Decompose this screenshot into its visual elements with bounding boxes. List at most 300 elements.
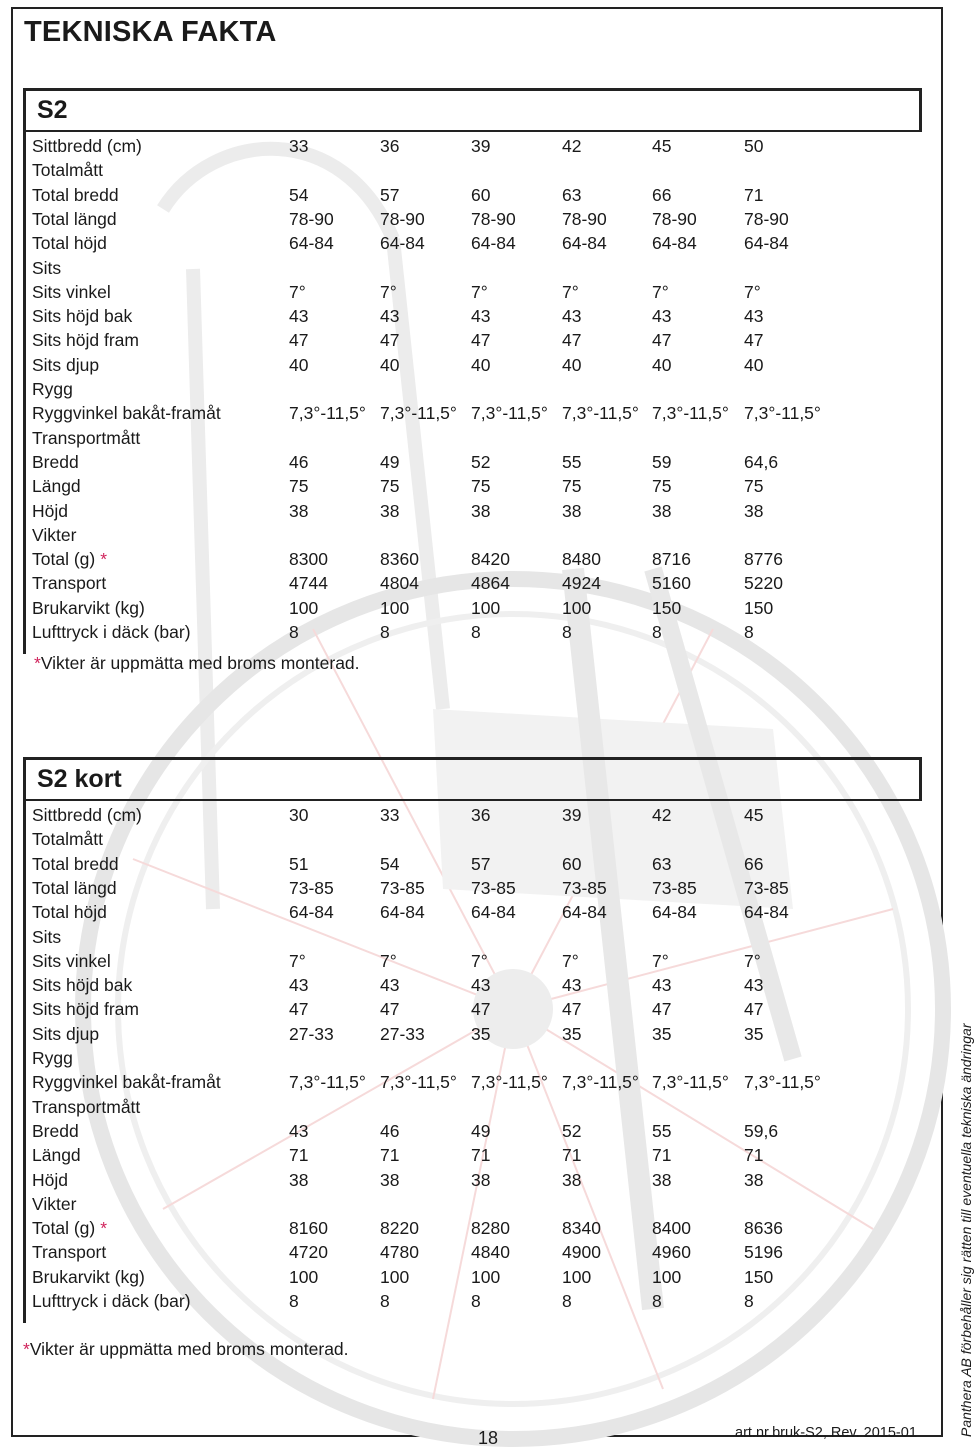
cell-value: 33: [380, 805, 400, 825]
cell-value: 75: [652, 476, 672, 497]
cell-value: 47: [652, 330, 672, 351]
cell-value: 7,3°-11,5°: [380, 403, 457, 424]
cell-value: 64-84: [562, 902, 607, 923]
cell-value: 75: [289, 476, 309, 497]
cell-value: 43: [744, 975, 764, 996]
row-label-text: Sittbredd (cm): [32, 805, 142, 825]
cell-value: 33: [289, 136, 309, 156]
cell-value: 43: [562, 306, 582, 327]
cell-value: 100: [380, 1266, 410, 1287]
cell-value: 47: [380, 330, 400, 351]
cell-value: 71: [380, 1145, 400, 1166]
cell-value: 43: [471, 975, 491, 996]
cell-value: 8: [744, 622, 754, 642]
row-label-text: Transport: [32, 1242, 107, 1263]
cell-value: 47: [652, 999, 672, 1020]
row-label: [32, 134, 142, 158]
cell-value: 7°: [652, 950, 669, 971]
cell-value: 38: [471, 500, 491, 521]
cell-value: 60: [471, 184, 491, 205]
cell-value: 100: [471, 1266, 501, 1287]
cell-value: 7,3°-11,5°: [562, 1072, 639, 1093]
cell-value: 8: [380, 622, 390, 642]
row-label-text: Rygg: [32, 1048, 73, 1068]
cell-value: 45: [652, 136, 672, 156]
cell-value: 63: [562, 184, 582, 205]
cell-value: 71: [744, 1145, 764, 1166]
row-label: [32, 377, 73, 401]
cell-value: 4744: [289, 573, 328, 594]
row-label-text: Transportmått: [32, 1096, 141, 1117]
table-row: [23, 1143, 913, 1167]
table-row: [23, 1046, 913, 1070]
cell-value: 66: [744, 853, 764, 874]
row-label: [32, 304, 132, 328]
row-label-text: Höjd: [32, 500, 68, 521]
cell-value: 7,3°-11,5°: [562, 403, 639, 424]
cell-value: 40: [289, 354, 309, 375]
row-label: [32, 571, 106, 595]
cell-value: 73-85: [744, 877, 789, 898]
cell-value: 8: [471, 1291, 481, 1311]
row-label: [32, 256, 61, 280]
table-row: [23, 1168, 913, 1192]
cell-value: 47: [471, 330, 491, 351]
cell-value: 57: [471, 853, 491, 874]
cell-value: 47: [744, 330, 764, 351]
cell-value: 7°: [380, 281, 397, 302]
cell-value: 52: [471, 451, 491, 472]
row-label: [32, 401, 221, 425]
row-label: [32, 973, 132, 997]
section-header: [23, 88, 922, 130]
cell-value: 36: [471, 805, 491, 825]
cell-value: 8280: [471, 1218, 510, 1239]
cell-value: 8: [289, 1291, 299, 1311]
row-label-text: Brukarvikt (kg): [32, 1266, 145, 1287]
cell-value: 75: [744, 476, 764, 497]
cell-value: 4924: [562, 573, 601, 594]
footnote-star: *: [23, 1339, 30, 1359]
row-label: [32, 547, 107, 571]
cell-value: 38: [562, 500, 582, 521]
row-label-text: Total längd: [32, 877, 117, 898]
row-label-text: Brukarvikt (kg): [32, 597, 145, 618]
cell-value: 4864: [471, 573, 510, 594]
cell-value: 73-85: [652, 877, 697, 898]
cell-value: 43: [289, 306, 309, 327]
row-label-text: Vikter: [32, 1193, 77, 1214]
row-label-text: Total (g): [32, 1218, 96, 1239]
cell-value: 43: [744, 306, 764, 327]
cell-value: 8220: [380, 1218, 419, 1239]
row-label: [32, 450, 79, 474]
cell-value: 43: [652, 306, 672, 327]
row-label: [32, 499, 68, 523]
row-label-text: Total bredd: [32, 853, 119, 874]
cell-value: 45: [744, 805, 764, 825]
article-number: art.nr.bruk-S2, Rev. 2015-01: [735, 1425, 917, 1441]
cell-value: 64-84: [471, 902, 516, 923]
row-label: [32, 474, 81, 498]
cell-value: 8: [562, 622, 572, 642]
table-row: [23, 134, 913, 158]
cell-value: 7,3°-11,5°: [744, 403, 821, 424]
cell-value: 60: [562, 853, 582, 874]
cell-value: 7°: [652, 281, 669, 302]
cell-value: 64-84: [744, 902, 789, 923]
row-label-text: Längd: [32, 476, 81, 497]
table-row: [23, 426, 913, 450]
cell-value: 47: [744, 999, 764, 1020]
row-label-text: Sits: [32, 257, 62, 278]
table-row: [23, 1265, 913, 1289]
cell-value: 46: [380, 1120, 400, 1141]
cell-value: 78-90: [562, 208, 607, 229]
table-row: [23, 803, 913, 827]
cell-value: 38: [380, 500, 400, 521]
cell-value: 66: [652, 184, 672, 205]
cell-value: 71: [289, 1145, 309, 1166]
row-label-text: Total (g): [32, 549, 96, 570]
row-label: [32, 827, 103, 851]
cell-value: 100: [652, 1266, 682, 1287]
cell-value: 35: [744, 1023, 764, 1044]
cell-value: 8340: [562, 1218, 601, 1239]
cell-value: 7°: [289, 950, 306, 971]
cell-value: 42: [562, 136, 582, 156]
cell-value: 100: [562, 1266, 592, 1287]
cell-value: 100: [471, 597, 501, 618]
cell-value: 4840: [471, 1242, 510, 1263]
row-label: [32, 596, 145, 620]
cell-value: 7,3°-11,5°: [289, 1072, 366, 1093]
cell-value: 8: [652, 622, 662, 642]
row-label: [32, 949, 111, 973]
row-label: [32, 183, 119, 207]
cell-value: 75: [471, 476, 491, 497]
table-row: [23, 377, 913, 401]
cell-value: 43: [652, 975, 672, 996]
table-row: [23, 596, 913, 620]
row-label-text: Sits vinkel: [32, 281, 111, 302]
cell-value: 30: [289, 805, 309, 825]
cell-value: 150: [744, 1266, 774, 1287]
row-label: [32, 426, 140, 450]
cell-value: 49: [471, 1120, 491, 1141]
cell-value: 52: [562, 1120, 582, 1141]
cell-value: 38: [471, 1169, 491, 1190]
cell-value: 73-85: [380, 877, 425, 898]
cell-value: 47: [289, 999, 309, 1020]
cell-value: 8360: [380, 549, 419, 570]
cell-value: 78-90: [380, 208, 425, 229]
cell-value: 64-84: [471, 233, 516, 254]
table-row: [23, 1192, 913, 1216]
cell-value: 55: [652, 1120, 672, 1141]
row-label: [32, 353, 99, 377]
table-row: [23, 523, 913, 547]
cell-value: 7,3°-11,5°: [744, 1072, 821, 1093]
section-header: [23, 757, 922, 799]
row-label: [32, 1095, 140, 1119]
page-number: 18: [478, 1428, 499, 1448]
cell-value: 78-90: [471, 208, 516, 229]
cell-value: 42: [652, 805, 672, 825]
cell-value: 38: [744, 500, 764, 521]
cell-value: 4720: [289, 1242, 328, 1263]
cell-value: 35: [652, 1023, 672, 1044]
cell-value: 59: [652, 451, 672, 472]
row-label-text: Rygg: [32, 379, 73, 399]
cell-value: 27-33: [289, 1023, 334, 1044]
cell-value: 50: [744, 136, 764, 156]
cell-value: 7°: [471, 281, 488, 302]
cell-value: 150: [744, 597, 774, 618]
cell-value: 38: [380, 1169, 400, 1190]
cell-value: 8160: [289, 1218, 328, 1239]
cell-value: 100: [562, 597, 592, 618]
row-label: [32, 1216, 107, 1240]
cell-value: 8: [744, 1291, 754, 1311]
cell-value: 38: [562, 1169, 582, 1190]
table-row: [23, 876, 913, 900]
table-row: [23, 450, 913, 474]
cell-value: 43: [289, 1120, 309, 1141]
cell-value: 75: [380, 476, 400, 497]
cell-value: 43: [380, 975, 400, 996]
row-label: [32, 1289, 191, 1313]
table-row: [23, 949, 913, 973]
table-row: [23, 158, 913, 182]
row-label-text: Sits djup: [32, 1023, 100, 1044]
cell-value: 38: [289, 1169, 309, 1190]
table-row: [23, 547, 913, 571]
cell-value: 8: [471, 622, 481, 642]
weight-footnote: [34, 653, 360, 674]
table-row: [23, 1240, 913, 1264]
cell-value: 8: [652, 1291, 662, 1311]
cell-value: 47: [471, 999, 491, 1020]
cell-value: 8: [289, 622, 299, 642]
row-label: [32, 620, 191, 644]
cell-value: 8: [380, 1291, 390, 1311]
cell-value: 71: [652, 1145, 672, 1166]
row-label-text: Ryggvinkel bakåt-framåt: [32, 403, 221, 424]
row-label: [32, 1070, 221, 1094]
table-row: [23, 827, 913, 851]
cell-value: 64-84: [562, 233, 607, 254]
cell-value: 40: [744, 354, 764, 375]
cell-value: 8: [562, 1291, 572, 1311]
table-row: [23, 183, 913, 207]
cell-value: 100: [289, 597, 319, 618]
cell-value: 73-85: [471, 877, 516, 898]
table-row: [23, 328, 913, 352]
cell-value: 75: [562, 476, 582, 497]
table-row: [23, 997, 913, 1021]
row-label: [32, 1192, 76, 1216]
row-label-text: Bredd: [32, 1120, 79, 1141]
row-label: [32, 1022, 99, 1046]
cell-value: 7,3°-11,5°: [471, 1072, 548, 1093]
cell-value: 64-84: [289, 902, 334, 923]
cell-value: 7,3°-11,5°: [289, 403, 366, 424]
cell-value: 38: [289, 500, 309, 521]
page-title: TEKNISKA FAKTA: [24, 16, 277, 48]
cell-value: 35: [471, 1023, 491, 1044]
table-row: [23, 925, 913, 949]
row-label: [32, 328, 139, 352]
table-row: [23, 1216, 913, 1240]
cell-value: 59,6: [744, 1120, 779, 1141]
cell-value: 64-84: [652, 902, 697, 923]
table-row: [23, 353, 913, 377]
row-label-text: Sits: [32, 926, 62, 947]
cell-value: 40: [562, 354, 582, 375]
row-label-text: Sittbredd (cm): [32, 136, 142, 156]
cell-value: 5196: [744, 1242, 783, 1263]
row-label-text: Vikter: [32, 524, 77, 545]
cell-value: 64-84: [289, 233, 334, 254]
row-label-text: Sits djup: [32, 354, 100, 375]
cell-value: 8300: [289, 549, 328, 570]
cell-value: 35: [562, 1023, 582, 1044]
cell-value: 150: [652, 597, 682, 618]
row-label-text: Sits höjd bak: [32, 975, 133, 996]
cell-value: 64-84: [380, 902, 425, 923]
row-label-text: Transportmått: [32, 427, 141, 448]
cell-value: 8480: [562, 549, 601, 570]
cell-value: 43: [471, 306, 491, 327]
row-label: [32, 158, 103, 182]
table-row: [23, 304, 913, 328]
cell-value: 36: [380, 136, 400, 156]
cell-value: 40: [471, 354, 491, 375]
cell-value: 47: [380, 999, 400, 1020]
cell-value: 43: [289, 975, 309, 996]
row-label: [32, 876, 117, 900]
cell-value: 46: [289, 451, 309, 472]
cell-value: 43: [562, 975, 582, 996]
row-label: [32, 1240, 106, 1264]
cell-value: 7°: [289, 281, 306, 302]
cell-value: 64-84: [744, 233, 789, 254]
cell-value: 4780: [380, 1242, 419, 1263]
row-label: [32, 803, 142, 827]
cell-value: 8420: [471, 549, 510, 570]
cell-value: 64-84: [380, 233, 425, 254]
row-label: [32, 1046, 73, 1070]
cell-value: 100: [289, 1266, 319, 1287]
cell-value: 7°: [744, 281, 761, 302]
disclaimer-vertical: Panthera AB förbehåller sig rätten till eventuella tekniska ändringar: [958, 1023, 974, 1437]
weight-footnote: [23, 1339, 349, 1360]
cell-value: 73-85: [562, 877, 607, 898]
row-label-text: Totalmått: [32, 829, 103, 850]
cell-value: 27-33: [380, 1023, 425, 1044]
row-label-text: Total höjd: [32, 233, 107, 254]
cell-value: 7,3°-11,5°: [652, 403, 729, 424]
section-title: S2: [37, 96, 68, 124]
row-label-text: Sits höjd fram: [32, 330, 139, 351]
cell-value: 4804: [380, 573, 419, 594]
footnote-star: *: [100, 1218, 108, 1239]
cell-value: 55: [562, 451, 582, 472]
cell-value: 8400: [652, 1218, 691, 1239]
cell-value: 4900: [562, 1242, 601, 1263]
cell-value: 54: [380, 853, 400, 874]
cell-value: 71: [562, 1145, 582, 1166]
cell-value: 7°: [471, 950, 488, 971]
cell-value: 43: [380, 306, 400, 327]
table-row: [23, 1095, 913, 1119]
table-row: [23, 231, 913, 255]
table-row: [23, 620, 913, 644]
row-label-text: Sits vinkel: [32, 950, 111, 971]
table-row: [23, 499, 913, 523]
cell-value: 7°: [380, 950, 397, 971]
row-label: [32, 925, 61, 949]
row-label: [32, 1143, 81, 1167]
row-label: [32, 1168, 68, 1192]
row-label: [32, 852, 119, 876]
row-label-text: Total bredd: [32, 184, 119, 205]
footnote-text: Vikter är uppmätta med broms monterad.: [40, 653, 360, 673]
row-label-text: Lufttryck i däck (bar): [32, 622, 191, 642]
row-label: [32, 207, 117, 231]
cell-value: 4960: [652, 1242, 691, 1263]
cell-value: 8776: [744, 549, 783, 570]
row-label: [32, 997, 139, 1021]
row-label: [32, 900, 107, 924]
cell-value: 7,3°-11,5°: [471, 403, 548, 424]
cell-value: 7,3°-11,5°: [380, 1072, 457, 1093]
table-row: [23, 571, 913, 595]
table-row: [23, 1022, 913, 1046]
cell-value: 78-90: [744, 208, 789, 229]
row-label-text: Total längd: [32, 208, 117, 229]
table-row: [23, 401, 913, 425]
cell-value: 63: [652, 853, 672, 874]
footnote-star: *: [34, 653, 41, 673]
row-label-text: Ryggvinkel bakåt-framåt: [32, 1072, 221, 1093]
cell-value: 38: [744, 1169, 764, 1190]
row-label-text: Transport: [32, 573, 107, 594]
section-title: S2 kort: [37, 765, 122, 793]
cell-value: 7°: [562, 281, 579, 302]
row-label: [32, 280, 111, 304]
cell-value: 5220: [744, 573, 783, 594]
table-row: [23, 1289, 913, 1313]
cell-value: 7°: [562, 950, 579, 971]
cell-value: 40: [652, 354, 672, 375]
cell-value: 5160: [652, 573, 691, 594]
row-label-text: Längd: [32, 1145, 81, 1166]
row-label-text: Bredd: [32, 451, 79, 472]
table-row: [23, 1119, 913, 1143]
cell-value: 64-84: [652, 233, 697, 254]
cell-value: 57: [380, 184, 400, 205]
row-label: [32, 231, 107, 255]
cell-value: 78-90: [652, 208, 697, 229]
row-label: [32, 1265, 145, 1289]
cell-value: 7,3°-11,5°: [652, 1072, 729, 1093]
table-row: [23, 900, 913, 924]
row-label-text: Lufttryck i däck (bar): [32, 1291, 191, 1311]
cell-value: 71: [744, 184, 764, 205]
row-label-text: Höjd: [32, 1169, 68, 1190]
